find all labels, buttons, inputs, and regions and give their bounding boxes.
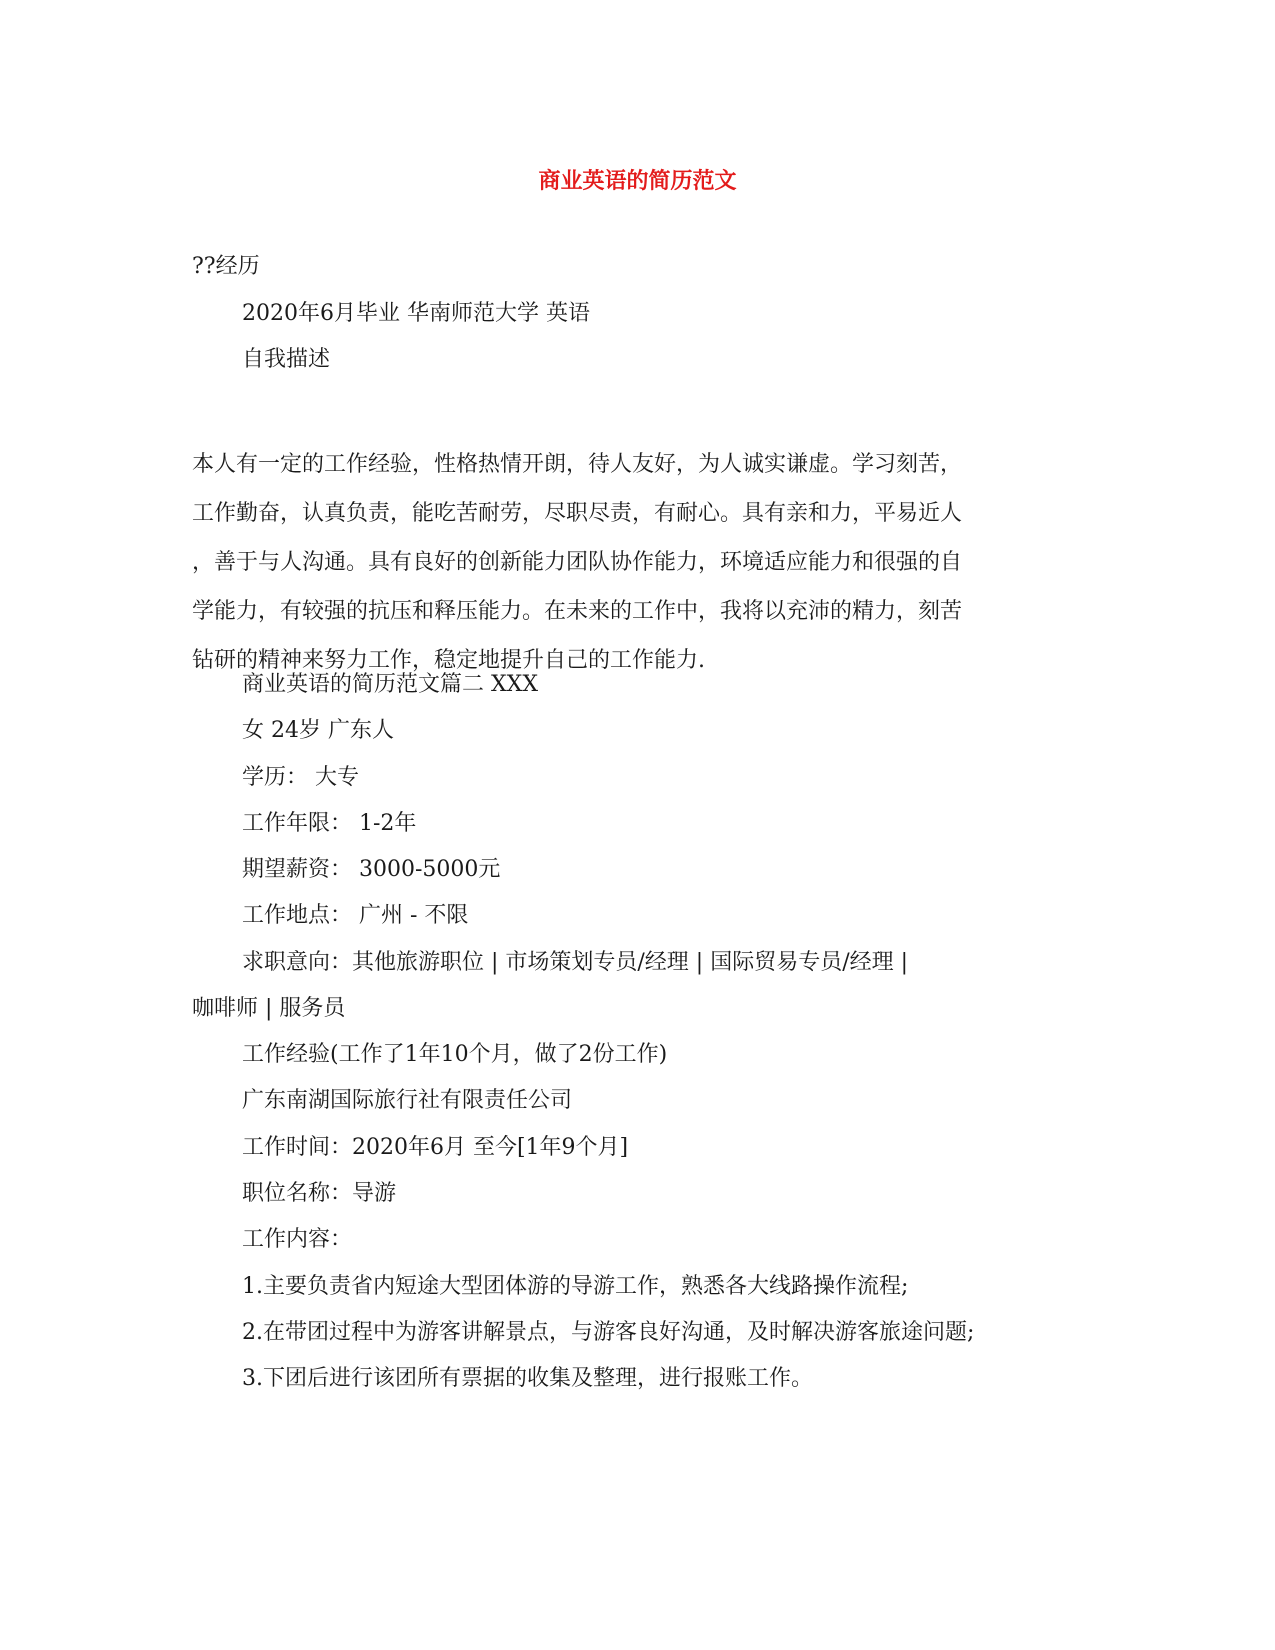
job-intention-line-2: 咖啡师 | 服务员 xyxy=(192,996,346,1021)
self-description-heading: 自我描述 xyxy=(242,347,331,372)
paragraph-line: ，善于与人沟通。具有良好的创新能力团队协作能力，环境适应能力和很强的自 xyxy=(192,550,963,575)
duty-item: 1.主要负责省内短途大型团体游的导游工作，熟悉各大线路操作流程; xyxy=(242,1274,909,1299)
document-title: 商业英语的简历范文 xyxy=(538,168,737,194)
education-heading: ??经历 xyxy=(192,254,260,279)
company-name: 广东南湖国际旅行社有限责任公司 xyxy=(242,1088,573,1113)
personal-info: 女 24岁 广东人 xyxy=(242,718,394,743)
work-experience-heading: 工作经验(工作了1年10个月，做了2份工作) xyxy=(242,1042,668,1067)
resume-two-heading: 商业英语的简历范文篇二 XXX xyxy=(242,672,538,697)
work-time: 工作时间：2020年6月 至今[1年9个月] xyxy=(242,1135,629,1160)
paragraph-line: 本人有一定的工作经验，性格热情开朗，待人友好，为人诚实谦虚。学习刻苦， xyxy=(192,452,963,477)
position-name: 职位名称：导游 xyxy=(242,1181,397,1206)
work-years: 工作年限： 1-2年 xyxy=(242,811,417,836)
duty-item: 3.下团后进行该团所有票据的收集及整理，进行报账工作。 xyxy=(242,1366,813,1391)
work-content-heading: 工作内容： xyxy=(242,1227,353,1252)
paragraph-line: 学能力，有较强的抗压和释压能力。在未来的工作中，我将以充沛的精力，刻苦 xyxy=(192,599,963,624)
expected-salary: 期望薪资： 3000-5000元 xyxy=(242,857,501,882)
education-line: 2020年6月毕业 华南师范大学 英语 xyxy=(242,301,590,326)
paragraph-line: 工作勤奋，认真负责，能吃苦耐劳，尽职尽责，有耐心。具有亲和力，平易近人 xyxy=(192,501,963,526)
self-description-paragraph xyxy=(192,440,1077,685)
paragraph-line: 钻研的精神来努力工作，稳定地提升自己的工作能力. xyxy=(192,648,705,673)
work-location: 工作地点： 广州 - 不限 xyxy=(242,903,469,928)
education-level: 学历： 大专 xyxy=(242,765,359,790)
duty-item: 2.在带团过程中为游客讲解景点，与游客良好沟通，及时解决游客旅途问题; xyxy=(242,1320,975,1345)
job-intention-line-1: 求职意向：其他旅游职位 | 市场策划专员/经理 | 国际贸易专员/经理 | xyxy=(242,950,909,975)
